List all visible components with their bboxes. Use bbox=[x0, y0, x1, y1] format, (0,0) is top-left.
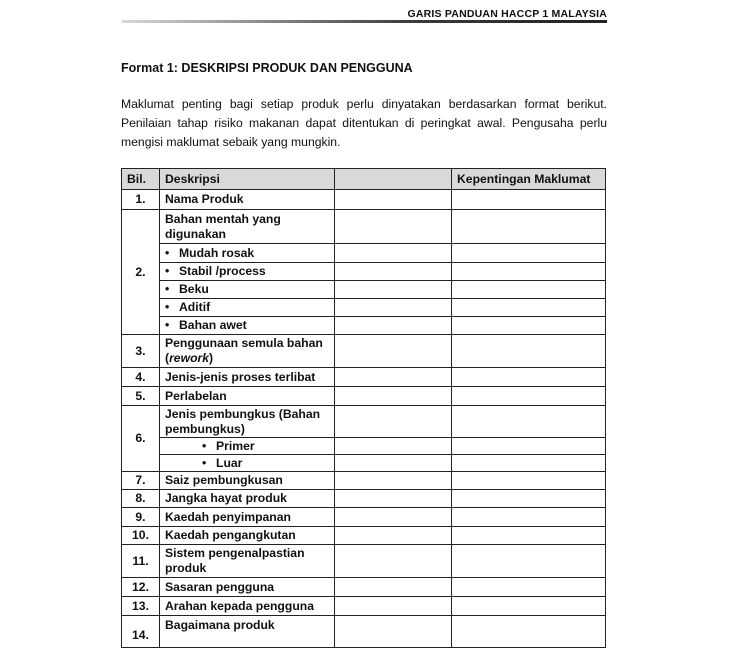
info-cell[interactable] bbox=[452, 263, 606, 281]
row-label: Jenis pembungkus (Bahan pembungkus) bbox=[160, 406, 335, 438]
input-cell[interactable] bbox=[335, 190, 452, 210]
row-number: 5. bbox=[122, 387, 160, 406]
input-cell[interactable] bbox=[335, 317, 452, 335]
info-cell[interactable] bbox=[452, 545, 606, 578]
info-cell[interactable] bbox=[452, 490, 606, 508]
input-cell[interactable] bbox=[335, 616, 452, 648]
info-cell[interactable] bbox=[452, 438, 606, 455]
table-row bbox=[122, 281, 606, 299]
input-cell[interactable] bbox=[335, 438, 452, 455]
input-cell[interactable] bbox=[335, 545, 452, 578]
table-row bbox=[122, 597, 606, 616]
row-label: Arahan kepada pengguna bbox=[160, 597, 335, 616]
row-number: 7. bbox=[122, 472, 160, 490]
table-row bbox=[122, 244, 606, 263]
row-label bbox=[160, 335, 335, 368]
row-label: Sistem pengenalpastian produk bbox=[160, 545, 335, 578]
info-cell[interactable] bbox=[452, 387, 606, 406]
info-cell[interactable] bbox=[452, 527, 606, 545]
row-label: Bahan mentah yang digunakan bbox=[160, 210, 335, 244]
table-row bbox=[122, 210, 606, 244]
input-cell[interactable] bbox=[335, 299, 452, 317]
bullet-item: • Stabil /process bbox=[160, 263, 335, 281]
input-cell[interactable] bbox=[335, 597, 452, 616]
row-label: Jangka hayat produk bbox=[160, 490, 335, 508]
document-header-title: GARIS PANDUAN HACCP 1 MALAYSIA bbox=[407, 8, 607, 20]
input-cell[interactable] bbox=[335, 244, 452, 263]
table-row bbox=[122, 545, 606, 578]
input-cell[interactable] bbox=[335, 406, 452, 438]
table-header-row bbox=[122, 169, 606, 190]
input-cell[interactable] bbox=[335, 263, 452, 281]
row-number: 10. bbox=[122, 527, 160, 545]
input-cell[interactable] bbox=[335, 472, 452, 490]
header-bil: Bil. bbox=[122, 169, 160, 190]
row-label: Sasaran pengguna bbox=[160, 578, 335, 597]
table-row bbox=[122, 299, 606, 317]
info-cell[interactable] bbox=[452, 406, 606, 438]
input-cell[interactable] bbox=[335, 281, 452, 299]
table-row bbox=[122, 335, 606, 368]
info-cell[interactable] bbox=[452, 244, 606, 263]
header-blank bbox=[335, 169, 452, 190]
info-cell[interactable] bbox=[452, 578, 606, 597]
row-label: Jenis-jenis proses terlibat bbox=[160, 368, 335, 387]
header-kepentingan: Kepentingan Maklumat bbox=[452, 169, 606, 190]
table-row bbox=[122, 472, 606, 490]
bullet-item: • Bahan awet bbox=[160, 317, 335, 335]
table-row bbox=[122, 508, 606, 527]
info-cell[interactable] bbox=[452, 455, 606, 472]
table-row bbox=[122, 490, 606, 508]
table-row bbox=[122, 406, 606, 438]
table-row bbox=[122, 578, 606, 597]
bullet-item: • Mudah rosak bbox=[160, 244, 335, 263]
row-label: Kaedah pengangkutan bbox=[160, 527, 335, 545]
info-cell[interactable] bbox=[452, 508, 606, 527]
info-cell[interactable] bbox=[452, 317, 606, 335]
row-label: Kaedah penyimpanan bbox=[160, 508, 335, 527]
table-row bbox=[122, 527, 606, 545]
input-cell[interactable] bbox=[335, 527, 452, 545]
input-cell[interactable] bbox=[335, 335, 452, 368]
row-label-italic: rework bbox=[169, 351, 210, 365]
info-cell[interactable] bbox=[452, 299, 606, 317]
info-cell[interactable] bbox=[452, 368, 606, 387]
row-number: 8. bbox=[122, 490, 160, 508]
info-cell[interactable] bbox=[452, 472, 606, 490]
table-row bbox=[122, 455, 606, 472]
info-cell[interactable] bbox=[452, 190, 606, 210]
row-number: 9. bbox=[122, 508, 160, 527]
table-row bbox=[122, 438, 606, 455]
row-number: 12. bbox=[122, 578, 160, 597]
bullet-item: • Aditif bbox=[160, 299, 335, 317]
row-label: Saiz pembungkusan bbox=[160, 472, 335, 490]
row-number: 3. bbox=[122, 335, 160, 368]
input-cell[interactable] bbox=[335, 508, 452, 527]
row-label-end: ) bbox=[209, 351, 214, 365]
info-cell[interactable] bbox=[452, 281, 606, 299]
bullet-item: • Primer bbox=[160, 438, 335, 455]
row-label: Bagaimana produk bbox=[160, 616, 335, 648]
info-cell[interactable] bbox=[452, 335, 606, 368]
bullet-item: • Beku bbox=[160, 281, 335, 299]
row-label: Nama Produk bbox=[160, 190, 335, 210]
row-number: 1. bbox=[122, 190, 160, 210]
row-label: Perlabelan bbox=[160, 387, 335, 406]
input-cell[interactable] bbox=[335, 490, 452, 508]
table-row bbox=[122, 368, 606, 387]
bullet-item: • Luar bbox=[160, 455, 335, 472]
input-cell[interactable] bbox=[335, 387, 452, 406]
row-number: 4. bbox=[122, 368, 160, 387]
table-row bbox=[122, 317, 606, 335]
row-number: 2. bbox=[122, 210, 160, 335]
product-description-table bbox=[121, 168, 606, 648]
input-cell[interactable] bbox=[335, 455, 452, 472]
header-deskripsi: Deskripsi bbox=[160, 169, 335, 190]
input-cell[interactable] bbox=[335, 368, 452, 387]
row-number: 14. bbox=[122, 616, 160, 648]
row-number: 13. bbox=[122, 597, 160, 616]
info-cell[interactable] bbox=[452, 597, 606, 616]
row-label-text: Penggunaan semula bahan ( bbox=[165, 336, 323, 365]
info-cell[interactable] bbox=[452, 210, 606, 244]
info-cell[interactable] bbox=[452, 616, 606, 648]
intro-paragraph: Maklumat penting bagi setiap produk perlu dinyatakan berdasarkan format berikut. Penilaian tahap risiko makanan dapat ditentukan di peringkat awal. Pengusaha perlu mengisi maklumat sebaik yang mungkin. bbox=[121, 97, 607, 149]
input-cell[interactable] bbox=[335, 578, 452, 597]
table-row bbox=[122, 190, 606, 210]
format-title: Format 1: DESKRIPSI PRODUK DAN PENGGUNA bbox=[121, 61, 413, 75]
header-rule bbox=[122, 20, 607, 23]
row-number: 6. bbox=[122, 406, 160, 472]
input-cell[interactable] bbox=[335, 210, 452, 244]
table-row bbox=[122, 616, 606, 648]
table-row bbox=[122, 263, 606, 281]
table-row bbox=[122, 387, 606, 406]
row-number: 11. bbox=[122, 545, 160, 578]
